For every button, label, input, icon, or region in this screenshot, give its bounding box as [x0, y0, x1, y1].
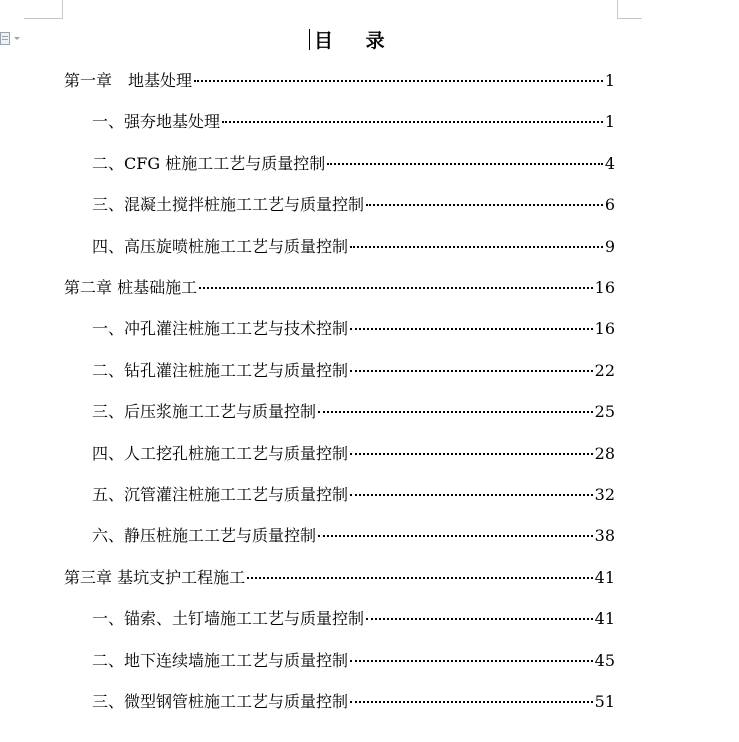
document-icon [0, 32, 10, 45]
toc-section-entry[interactable] [92, 443, 615, 465]
toc-section-entry[interactable] [92, 318, 615, 340]
paste-options-button[interactable] [0, 30, 24, 46]
toc-section-entry[interactable] [92, 153, 615, 175]
toc-entry-page-number: 41 [594, 567, 615, 587]
toc-entry-page-number: 32 [594, 485, 615, 504]
toc-section-entry[interactable] [92, 484, 615, 506]
toc-entry-page-number: 9 [604, 236, 615, 256]
toc-section-entry[interactable] [92, 691, 615, 713]
toc-entry-page-number: 38 [594, 526, 615, 546]
crop-mark-top-left [24, 0, 63, 19]
toc-entry-page-number: 4 [604, 153, 615, 173]
toc-entry-label: 二、钻孔灌注桩施工工艺与质量控制 [92, 360, 349, 380]
dot-leader [318, 535, 593, 537]
toc-entry-page-number: 45 [594, 650, 615, 670]
toc-entry-label: 五、沉管灌注桩施工工艺与质量控制 [92, 485, 349, 504]
dot-leader [327, 163, 603, 165]
toc-section-entry[interactable] [92, 194, 615, 216]
dot-leader [199, 287, 593, 289]
toc-entry-page-number: 16 [594, 278, 615, 297]
toc-entry-label: 六、静压桩施工工艺与质量控制 [92, 526, 317, 546]
dot-leader [350, 328, 593, 330]
toc-entry-label: 一、强夯地基处理 [92, 112, 221, 132]
toc-section-entry[interactable] [92, 401, 615, 423]
toc-section-entry[interactable] [92, 650, 615, 672]
toc-entry-label: 四、人工挖孔桩施工工艺与质量控制 [92, 443, 349, 463]
toc-entry-page-number: 16 [594, 319, 615, 339]
dot-leader [350, 494, 593, 496]
toc-entry-page-number: 41 [594, 609, 615, 629]
toc-entry-label: 三、后压浆施工工艺与质量控制 [92, 402, 317, 422]
dot-leader [318, 411, 593, 413]
dot-leader [350, 701, 593, 703]
toc-entry-page-number: 25 [594, 402, 615, 422]
toc-section-entry[interactable] [92, 525, 615, 547]
toc-entry-page-number: 6 [604, 195, 615, 215]
toc-entry-label: 第三章 基坑支护工程施工 [64, 567, 246, 587]
dot-leader [350, 246, 603, 248]
dot-leader [366, 618, 593, 620]
toc-section-entry[interactable] [92, 608, 615, 630]
dot-leader [366, 204, 603, 206]
toc-entry-page-number: 28 [594, 443, 615, 463]
dot-leader [350, 660, 593, 662]
toc-section-entry[interactable] [92, 236, 615, 258]
toc-chapter-entry[interactable] [64, 70, 615, 92]
toc-entry-label: 四、高压旋喷桩施工工艺与质量控制 [92, 236, 349, 256]
dot-leader [350, 370, 593, 372]
toc-entry-label: 二、地下连续墙施工工艺与质量控制 [92, 650, 349, 670]
dot-leader [247, 577, 593, 579]
toc-entry-label: 第二章 桩基础施工 [64, 278, 198, 297]
chevron-down-icon [14, 37, 20, 40]
dot-leader [222, 121, 603, 123]
toc-chapter-entry[interactable] [64, 277, 615, 299]
toc-heading[interactable] [309, 26, 398, 52]
toc-chapter-entry[interactable] [64, 567, 615, 589]
toc-entry-label: 第一章 地基处理 [64, 71, 193, 90]
toc-entry-label: 二、CFG 桩施工工艺与质量控制 [92, 153, 326, 173]
toc-entry-label: 三、混凝土搅拌桩施工工艺与质量控制 [92, 195, 365, 215]
toc-heading-text: 目 录 [314, 29, 398, 52]
toc-entry-page-number: 1 [604, 71, 615, 90]
toc-section-entry[interactable] [92, 360, 615, 382]
toc-entry-label: 一、锚索、土钉墙施工工艺与质量控制 [92, 609, 365, 629]
toc-section-entry[interactable] [92, 111, 615, 133]
toc-entry-page-number: 22 [594, 360, 615, 380]
text-cursor [309, 29, 310, 50]
toc-entry-page-number: 1 [604, 112, 615, 132]
dot-leader [350, 453, 593, 455]
crop-mark-top-right [617, 0, 642, 19]
toc-entry-label: 三、微型钢管桩施工工艺与质量控制 [92, 692, 349, 711]
dot-leader [194, 80, 603, 82]
toc-entry-label: 一、冲孔灌注桩施工工艺与技术控制 [92, 319, 349, 339]
toc-entry-page-number: 51 [594, 692, 615, 711]
